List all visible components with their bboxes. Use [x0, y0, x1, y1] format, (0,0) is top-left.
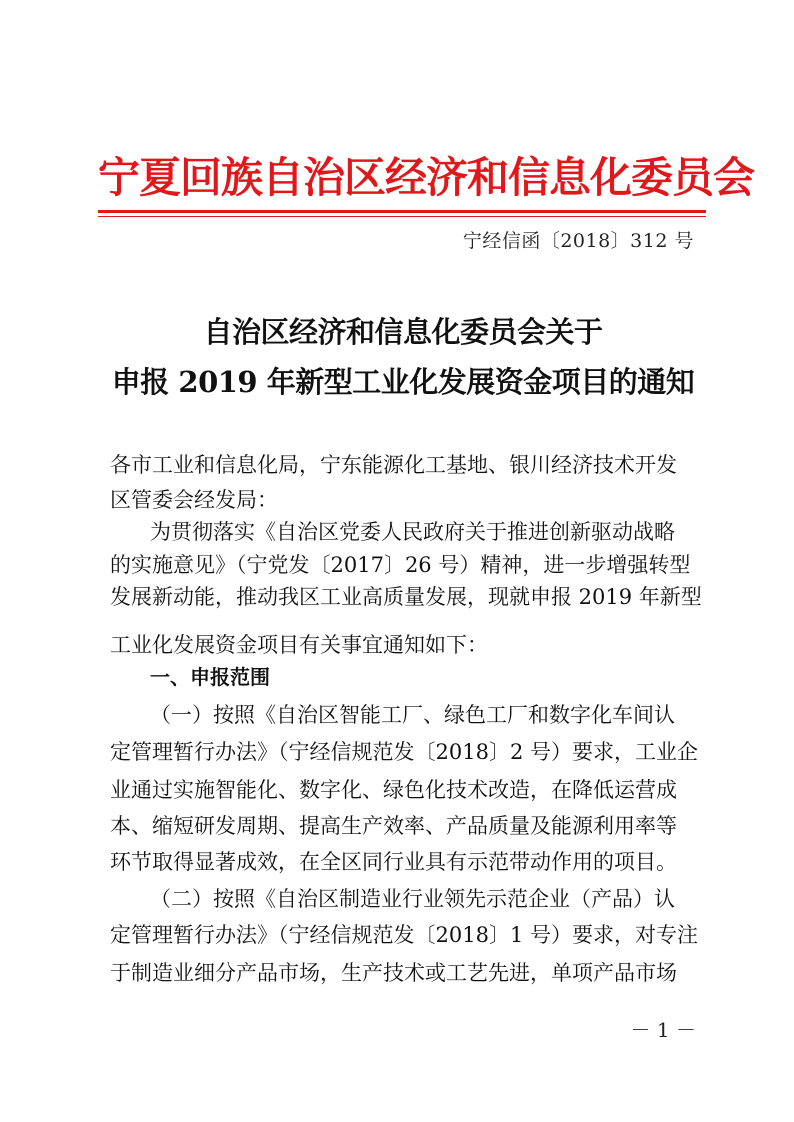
letterhead-divider-thin	[98, 216, 706, 217]
item2-line: （二）按照《自治区制造业行业领先示范企业（产品）认	[150, 887, 675, 911]
document-title-line-1: 自治区经济和信息化委员会关于	[203, 315, 603, 349]
item1-line: 本、缩短研发周期、提高生产效率、产品质量及能源利用率等	[110, 814, 677, 838]
intro-paragraph-line: 工业化发展资金项目有关事宜通知如下：	[110, 633, 488, 657]
addressee-line: 各市工业和信息化局，宁东能源化工基地、银川经济技术开发	[110, 453, 677, 477]
addressee-line: 区管委会经发局：	[110, 488, 278, 512]
item1-line: 定管理暂行办法》（宁经信规范发〔2018〕2 号）要求，工业企	[110, 740, 698, 764]
intro-paragraph-line: 的实施意见》（宁党发〔2017〕26 号）精神，进一步增强转型	[110, 553, 691, 577]
letterhead-title: 宁夏回族自治区经济和信息化委员会	[98, 153, 755, 202]
intro-paragraph-line: 发展新动能，推动我区工业高质量发展，现就申报 2019 年新型	[110, 585, 702, 609]
section-heading: 一、申报范围	[150, 665, 270, 689]
letterhead-divider-thick	[98, 210, 706, 213]
page-number: － 1 －	[630, 1018, 696, 1042]
document-number: 宁经信函〔2018〕312 号	[462, 230, 694, 252]
item1-line: 环节取得显著成效，在全区同行业具有示范带动作用的项目。	[110, 850, 677, 874]
item1-line: 业通过实施智能化、数字化、绿色化技术改造，在降低运营成	[110, 778, 677, 802]
item1-line: （一）按照《自治区智能工厂、绿色工厂和数字化车间认	[150, 703, 675, 727]
document-title-line-2: 申报 2019 年新型工业化发展资金项目的通知	[111, 365, 695, 399]
intro-paragraph-line: 为贯彻落实《自治区党委人民政府关于推进创新驱动战略	[150, 520, 675, 544]
item2-line: 于制造业细分产品市场，生产技术或工艺先进，单项产品市场	[110, 961, 677, 985]
item2-line: 定管理暂行办法》（宁经信规范发〔2018〕1 号）要求，对专注	[110, 923, 698, 947]
